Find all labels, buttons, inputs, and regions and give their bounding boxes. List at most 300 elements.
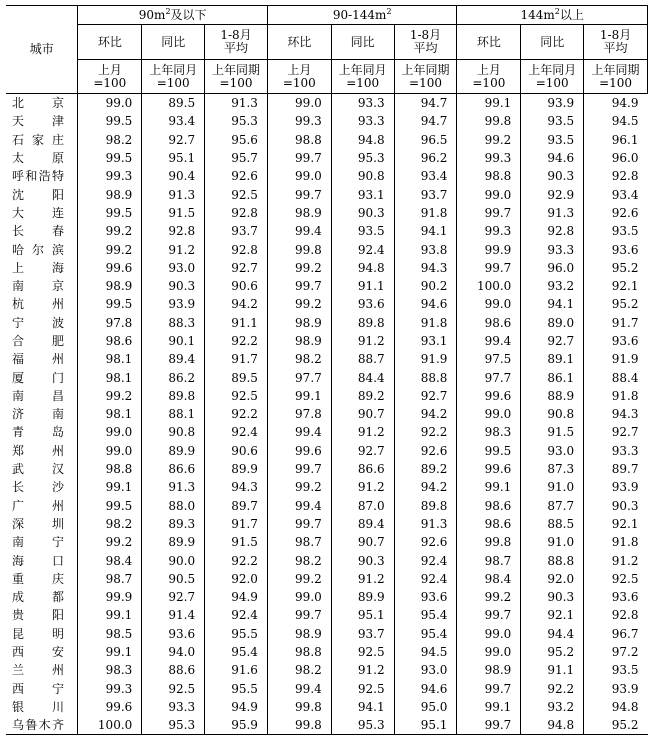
value-cell: 92.7 xyxy=(521,332,584,350)
value-cell: 97.7 xyxy=(267,368,331,386)
sub-column-header: 同比 xyxy=(521,25,584,60)
value-cell: 92.4 xyxy=(205,606,268,624)
value-cell: 90.3 xyxy=(521,588,584,606)
city-cell: 兰州 xyxy=(12,663,64,678)
value-cell: 92.7 xyxy=(394,387,457,405)
value-cell: 94.9 xyxy=(205,588,268,606)
value-cell: 92.7 xyxy=(142,588,205,606)
table-row xyxy=(6,460,648,478)
value-cell: 91.8 xyxy=(394,314,457,332)
value-cell: 94.2 xyxy=(205,295,268,313)
city-cell: 济南 xyxy=(12,407,64,422)
value-cell: 90.3 xyxy=(142,277,205,295)
value-cell: 93.6 xyxy=(394,588,457,606)
value-cell: 92.8 xyxy=(521,222,584,240)
value-cell: 89.4 xyxy=(331,515,394,533)
value-cell: 94.8 xyxy=(331,131,394,149)
city-column-header: 城市 xyxy=(6,6,78,94)
value-cell: 99.6 xyxy=(457,387,521,405)
value-cell: 99.0 xyxy=(457,295,521,313)
value-cell: 93.7 xyxy=(331,625,394,643)
group-header-medium: $90-144m^2$ xyxy=(267,6,456,25)
value-cell: 95.1 xyxy=(331,606,394,624)
value-cell: 98.6 xyxy=(457,314,521,332)
value-cell: 94.3 xyxy=(394,259,457,277)
value-cell: 93.3 xyxy=(331,112,394,130)
value-cell: 99.0 xyxy=(457,625,521,643)
value-cell: 89.9 xyxy=(205,460,268,478)
value-cell: 92.5 xyxy=(142,680,205,698)
sub-column-header: 1-8月 平均 xyxy=(394,25,457,60)
value-cell: 91.4 xyxy=(142,606,205,624)
value-cell: 99.5 xyxy=(78,112,142,130)
city-cell: 合肥 xyxy=(12,334,64,348)
value-cell: 91.7 xyxy=(205,515,268,533)
value-cell: 99.2 xyxy=(78,222,142,240)
value-cell: 92.7 xyxy=(584,423,648,441)
value-cell: 90.0 xyxy=(142,551,205,569)
value-cell: 92.5 xyxy=(331,680,394,698)
table-row xyxy=(6,185,648,203)
value-cell: 99.6 xyxy=(267,442,331,460)
table-row xyxy=(6,332,648,350)
value-cell: 94.2 xyxy=(394,478,457,496)
value-cell: 93.4 xyxy=(584,185,648,203)
value-cell: 99.4 xyxy=(267,222,331,240)
value-cell: 94.2 xyxy=(394,405,457,423)
value-cell: 99.1 xyxy=(457,478,521,496)
value-cell: 88.9 xyxy=(521,387,584,405)
value-cell: 93.4 xyxy=(394,167,457,185)
value-cell: 89.5 xyxy=(142,94,205,113)
table-row xyxy=(6,167,648,185)
value-cell: 93.8 xyxy=(394,240,457,258)
value-cell: 89.7 xyxy=(205,497,268,515)
value-cell: 92.5 xyxy=(205,387,268,405)
value-cell: 91.2 xyxy=(331,332,394,350)
value-cell: 98.6 xyxy=(457,497,521,515)
table-row xyxy=(6,277,648,295)
table-row xyxy=(6,625,648,643)
value-cell: 99.5 xyxy=(78,204,142,222)
value-cell: 92.7 xyxy=(142,131,205,149)
value-cell: 98.3 xyxy=(78,661,142,679)
table-row xyxy=(6,570,648,588)
city-cell: 成都 xyxy=(12,590,64,605)
value-cell: 99.4 xyxy=(267,680,331,698)
sub-column-header: 1-8月 平均 xyxy=(205,25,268,60)
value-cell: 99.7 xyxy=(457,259,521,277)
value-cell: 99.0 xyxy=(78,94,142,113)
city-cell: 长沙 xyxy=(12,480,64,495)
value-cell: 91.0 xyxy=(521,478,584,496)
value-cell: 92.1 xyxy=(521,606,584,624)
value-cell: 98.8 xyxy=(457,167,521,185)
value-cell: 94.6 xyxy=(394,680,457,698)
city-cell: 贵阳 xyxy=(12,608,64,623)
value-cell: 98.7 xyxy=(78,570,142,588)
value-cell: 90.7 xyxy=(331,405,394,423)
value-cell: 98.2 xyxy=(78,515,142,533)
value-cell: 88.5 xyxy=(521,515,584,533)
table-row xyxy=(6,314,648,332)
value-cell: 93.4 xyxy=(142,112,205,130)
value-cell: 99.9 xyxy=(78,588,142,606)
value-cell: 93.1 xyxy=(394,332,457,350)
value-cell: 96.7 xyxy=(584,625,648,643)
value-cell: 91.1 xyxy=(521,661,584,679)
value-cell: 98.8 xyxy=(267,131,331,149)
value-cell: 93.3 xyxy=(142,698,205,716)
value-cell: 89.8 xyxy=(331,314,394,332)
value-cell: 88.6 xyxy=(142,661,205,679)
value-cell: 91.2 xyxy=(331,661,394,679)
sub-column-header: 环比 xyxy=(457,25,521,60)
city-cell: 大连 xyxy=(12,205,64,220)
value-cell: 93.9 xyxy=(584,478,648,496)
value-cell: 93.7 xyxy=(205,222,268,240)
city-cell: 银川 xyxy=(12,699,64,714)
table-row xyxy=(6,698,648,716)
value-cell: 99.2 xyxy=(267,295,331,313)
value-cell: 99.3 xyxy=(267,112,331,130)
city-cell: 太原 xyxy=(12,151,64,166)
value-cell: 89.2 xyxy=(331,387,394,405)
value-cell: 94.4 xyxy=(521,625,584,643)
value-cell: 94.0 xyxy=(142,643,205,661)
city-cell: 哈尔滨 xyxy=(12,242,64,257)
value-cell: 92.2 xyxy=(394,423,457,441)
value-cell: 99.3 xyxy=(78,680,142,698)
value-cell: 87.0 xyxy=(331,497,394,515)
value-cell: 92.2 xyxy=(521,680,584,698)
value-cell: 99.2 xyxy=(267,478,331,496)
value-cell: 92.8 xyxy=(142,222,205,240)
value-cell: 88.8 xyxy=(394,368,457,386)
value-cell: 99.1 xyxy=(78,606,142,624)
value-cell: 99.8 xyxy=(457,112,521,130)
value-cell: 84.4 xyxy=(331,368,394,386)
city-cell: 北京 xyxy=(12,96,64,111)
value-cell: 92.6 xyxy=(584,204,648,222)
value-cell: 95.6 xyxy=(205,131,268,149)
value-cell: 99.2 xyxy=(267,570,331,588)
value-cell: 93.0 xyxy=(142,259,205,277)
value-cell: 99.2 xyxy=(457,588,521,606)
value-cell: 99.7 xyxy=(457,606,521,624)
value-cell: 90.4 xyxy=(142,167,205,185)
value-cell: 95.5 xyxy=(205,680,268,698)
base-period-header: 上年同期 =100 xyxy=(584,60,648,94)
value-cell: 93.6 xyxy=(584,588,648,606)
value-cell: 98.6 xyxy=(457,515,521,533)
value-cell: 90.8 xyxy=(331,167,394,185)
value-cell: 94.8 xyxy=(521,716,584,735)
value-cell: 92.5 xyxy=(205,185,268,203)
table-row xyxy=(6,606,648,624)
value-cell: 93.7 xyxy=(394,185,457,203)
city-cell: 福州 xyxy=(12,352,64,367)
value-cell: 99.3 xyxy=(457,149,521,167)
value-cell: 92.4 xyxy=(331,240,394,258)
value-cell: 97.5 xyxy=(457,350,521,368)
value-cell: 93.6 xyxy=(584,332,648,350)
value-cell: 98.5 xyxy=(78,625,142,643)
city-cell: 上海 xyxy=(12,260,64,275)
table-row xyxy=(6,368,648,386)
table-row xyxy=(6,515,648,533)
city-cell: 深圳 xyxy=(12,516,64,531)
value-cell: 95.3 xyxy=(142,716,205,735)
value-cell: 98.2 xyxy=(267,661,331,679)
value-cell: 95.4 xyxy=(394,606,457,624)
value-cell: 89.9 xyxy=(142,533,205,551)
value-cell: 92.8 xyxy=(584,606,648,624)
table-row xyxy=(6,533,648,551)
value-cell: 94.7 xyxy=(394,112,457,130)
value-cell: 98.9 xyxy=(78,277,142,295)
value-cell: 99.1 xyxy=(457,94,521,113)
value-cell: 99.1 xyxy=(78,478,142,496)
value-cell: 91.1 xyxy=(205,314,268,332)
value-cell: 99.0 xyxy=(457,643,521,661)
value-cell: 89.1 xyxy=(521,350,584,368)
table-row xyxy=(6,295,648,313)
group-header-small: $90m^2$及以下 xyxy=(78,6,268,25)
value-cell: 99.2 xyxy=(457,131,521,149)
base-period-header: 上月 =100 xyxy=(267,60,331,94)
base-period-header: 上年同期 =100 xyxy=(205,60,268,94)
value-cell: 92.0 xyxy=(205,570,268,588)
base-period-header: 上年同月 =100 xyxy=(331,60,394,94)
table-row xyxy=(6,716,648,735)
value-cell: 94.5 xyxy=(584,112,648,130)
value-cell: 99.7 xyxy=(267,515,331,533)
value-cell: 99.2 xyxy=(267,259,331,277)
value-cell: 92.2 xyxy=(205,551,268,569)
value-cell: 99.0 xyxy=(457,405,521,423)
value-cell: 97.2 xyxy=(584,643,648,661)
value-cell: 89.0 xyxy=(521,314,584,332)
value-cell: 86.2 xyxy=(142,368,205,386)
value-cell: 87.3 xyxy=(521,460,584,478)
value-cell: 92.4 xyxy=(205,423,268,441)
value-cell: 96.0 xyxy=(584,149,648,167)
city-cell: 南昌 xyxy=(12,388,64,403)
city-cell: 西安 xyxy=(12,645,64,660)
value-cell: 91.9 xyxy=(394,350,457,368)
sub-column-header: 环比 xyxy=(267,25,331,60)
value-cell: 99.0 xyxy=(78,442,142,460)
value-cell: 98.9 xyxy=(267,332,331,350)
value-cell: 91.2 xyxy=(584,551,648,569)
value-cell: 93.3 xyxy=(584,442,648,460)
value-cell: 92.2 xyxy=(205,332,268,350)
value-cell: 97.8 xyxy=(78,314,142,332)
value-cell: 93.9 xyxy=(142,295,205,313)
table-row xyxy=(6,661,648,679)
value-cell: 91.3 xyxy=(521,204,584,222)
value-cell: 94.7 xyxy=(394,94,457,113)
value-cell: 99.8 xyxy=(267,240,331,258)
table-row xyxy=(6,112,648,130)
value-cell: 99.1 xyxy=(457,698,521,716)
value-cell: 94.1 xyxy=(394,222,457,240)
table-row xyxy=(6,259,648,277)
value-cell: 91.2 xyxy=(331,478,394,496)
table-row xyxy=(6,387,648,405)
value-cell: 98.8 xyxy=(78,460,142,478)
table-row xyxy=(6,149,648,167)
value-cell: 92.6 xyxy=(205,167,268,185)
value-cell: 92.4 xyxy=(394,551,457,569)
value-cell: 99.5 xyxy=(78,149,142,167)
value-cell: 99.0 xyxy=(267,167,331,185)
table-row xyxy=(6,478,648,496)
value-cell: 93.6 xyxy=(584,240,648,258)
base-period-header: 上年同月 =100 xyxy=(142,60,205,94)
city-cell: 长春 xyxy=(12,224,64,239)
price-index-table-container xyxy=(6,5,648,735)
value-cell: 92.6 xyxy=(394,533,457,551)
table-row xyxy=(6,551,648,569)
table-row xyxy=(6,680,648,698)
value-cell: 99.0 xyxy=(267,94,331,113)
value-cell: 96.0 xyxy=(521,259,584,277)
city-cell: 重庆 xyxy=(12,571,64,586)
table-row xyxy=(6,588,648,606)
table-row xyxy=(6,222,648,240)
sub-column-header: 环比 xyxy=(78,25,142,60)
value-cell: 88.7 xyxy=(331,350,394,368)
value-cell: 91.8 xyxy=(584,387,648,405)
value-cell: 99.4 xyxy=(267,423,331,441)
value-cell: 99.5 xyxy=(78,497,142,515)
value-cell: 93.9 xyxy=(521,94,584,113)
value-cell: 94.3 xyxy=(584,405,648,423)
table-row xyxy=(6,423,648,441)
table-row xyxy=(6,94,648,113)
city-cell: 昆明 xyxy=(12,626,64,641)
value-cell: 94.1 xyxy=(331,698,394,716)
value-cell: 94.3 xyxy=(205,478,268,496)
city-cell: 乌鲁木齐 xyxy=(6,716,78,735)
value-cell: 94.6 xyxy=(521,149,584,167)
value-cell: 93.6 xyxy=(142,625,205,643)
value-cell: 88.1 xyxy=(142,405,205,423)
city-cell: 天津 xyxy=(12,114,64,129)
value-cell: 99.7 xyxy=(267,277,331,295)
value-cell: 99.8 xyxy=(457,533,521,551)
value-cell: 90.8 xyxy=(521,405,584,423)
value-cell: 99.1 xyxy=(78,643,142,661)
value-cell: 93.1 xyxy=(331,185,394,203)
value-cell: 99.7 xyxy=(267,460,331,478)
value-cell: 92.4 xyxy=(394,570,457,588)
value-cell: 93.0 xyxy=(394,661,457,679)
value-cell: 89.7 xyxy=(584,460,648,478)
table-row xyxy=(6,442,648,460)
table-row xyxy=(6,350,648,368)
value-cell: 92.6 xyxy=(394,442,457,460)
value-cell: 99.7 xyxy=(267,149,331,167)
value-cell: 91.0 xyxy=(521,533,584,551)
group-header-large: $144m^2$以上 xyxy=(457,6,648,25)
value-cell: 98.2 xyxy=(267,551,331,569)
value-cell: 98.1 xyxy=(78,368,142,386)
value-cell: 98.4 xyxy=(457,570,521,588)
value-cell: 90.6 xyxy=(205,277,268,295)
value-cell: 95.3 xyxy=(205,112,268,130)
value-cell: 100.0 xyxy=(457,277,521,295)
value-cell: 99.6 xyxy=(457,460,521,478)
value-cell: 98.9 xyxy=(78,185,142,203)
value-cell: 90.3 xyxy=(584,497,648,515)
value-cell: 94.9 xyxy=(584,94,648,113)
table-row xyxy=(6,131,648,149)
value-cell: 92.8 xyxy=(205,240,268,258)
value-cell: 91.3 xyxy=(394,515,457,533)
value-cell: 91.3 xyxy=(205,94,268,113)
value-cell: 93.3 xyxy=(331,94,394,113)
base-period-header: 上月 =100 xyxy=(457,60,521,94)
city-cell: 广州 xyxy=(12,498,64,513)
value-cell: 96.5 xyxy=(394,131,457,149)
value-cell: 91.2 xyxy=(142,240,205,258)
price-index-table xyxy=(6,5,648,735)
value-cell: 91.9 xyxy=(584,350,648,368)
value-cell: 91.8 xyxy=(394,204,457,222)
sub-column-header: 1-8月 平均 xyxy=(584,25,648,60)
value-cell: 86.6 xyxy=(142,460,205,478)
sub-column-header: 同比 xyxy=(142,25,205,60)
value-cell: 92.0 xyxy=(521,570,584,588)
value-cell: 99.3 xyxy=(78,167,142,185)
value-cell: 86.6 xyxy=(331,460,394,478)
city-cell: 呼和浩特 xyxy=(12,169,64,184)
base-period-header: 上年同月 =100 xyxy=(521,60,584,94)
value-cell: 99.4 xyxy=(267,497,331,515)
value-cell: 99.1 xyxy=(267,387,331,405)
value-cell: 93.5 xyxy=(521,131,584,149)
value-cell: 99.4 xyxy=(457,332,521,350)
value-cell: 92.1 xyxy=(584,277,648,295)
value-cell: 99.0 xyxy=(457,185,521,203)
value-cell: 91.7 xyxy=(584,314,648,332)
value-cell: 98.7 xyxy=(457,551,521,569)
value-cell: 91.5 xyxy=(205,533,268,551)
city-cell: 海口 xyxy=(12,553,64,568)
value-cell: 94.5 xyxy=(394,643,457,661)
value-cell: 99.7 xyxy=(267,606,331,624)
value-cell: 98.4 xyxy=(78,551,142,569)
value-cell: 99.2 xyxy=(78,387,142,405)
value-cell: 99.0 xyxy=(78,423,142,441)
value-cell: 90.1 xyxy=(142,332,205,350)
value-cell: 91.1 xyxy=(331,277,394,295)
value-cell: 95.2 xyxy=(584,295,648,313)
value-cell: 95.3 xyxy=(331,716,394,735)
value-cell: 92.1 xyxy=(584,515,648,533)
value-cell: 95.2 xyxy=(584,716,648,735)
value-cell: 99.7 xyxy=(457,204,521,222)
table-row xyxy=(6,497,648,515)
value-cell: 93.2 xyxy=(521,698,584,716)
value-cell: 92.7 xyxy=(205,259,268,277)
value-cell: 99.7 xyxy=(457,716,521,735)
value-cell: 89.8 xyxy=(142,387,205,405)
value-cell: 88.4 xyxy=(584,368,648,386)
